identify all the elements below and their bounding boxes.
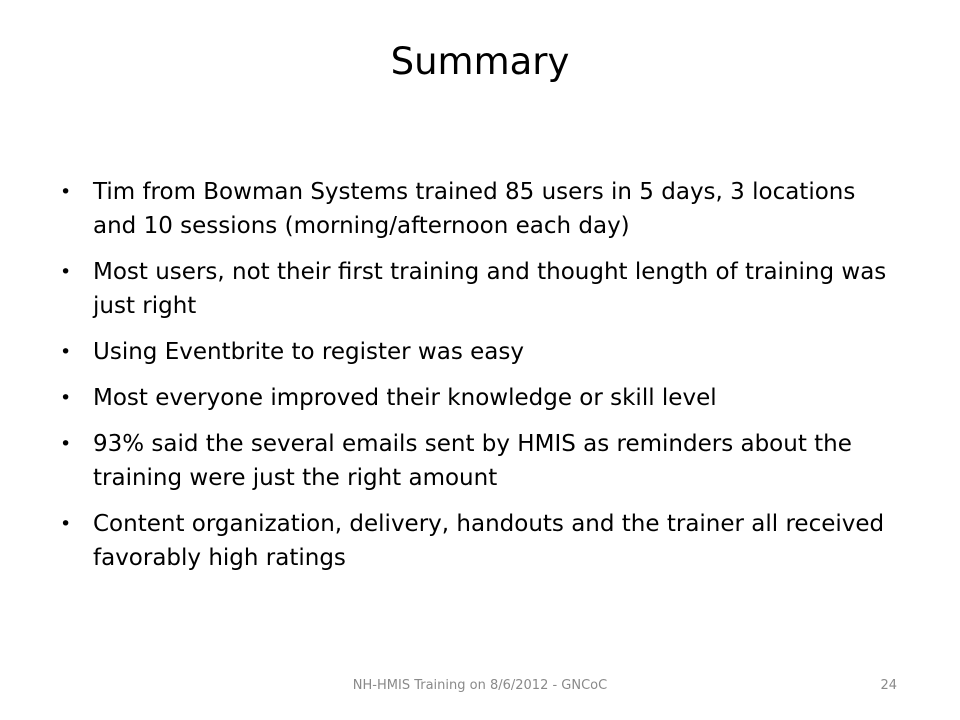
bullet-icon: • — [60, 181, 72, 203]
bullet-icon: • — [60, 433, 72, 455]
bullet-item — [60, 255, 900, 323]
bullet-item — [60, 427, 900, 495]
bullet-text: Tim from Bowman Systems trained 85 users in 5 days, 3 locations and 10 sessions (morning/afternoon each day) — [93, 179, 856, 239]
bullet-item — [60, 175, 900, 243]
bullet-icon: • — [60, 341, 72, 363]
slide-title: Summary — [390, 40, 570, 83]
bullet-icon: • — [60, 513, 72, 535]
bullet-item — [60, 381, 900, 415]
footer-text: NH-HMIS Training on 8/6/2012 - GNCoC — [352, 678, 608, 693]
bullet-text: Most users, not their first training and thought length of training was just right — [93, 259, 887, 319]
bullet-list — [60, 175, 900, 587]
bullet-text: Content organization, delivery, handouts and the trainer all received favorably high ratings — [93, 511, 885, 571]
bullet-text: 93% said the several emails sent by HMIS as reminders about the training were just the right amount — [93, 431, 852, 491]
page-number: 24 — [880, 678, 897, 693]
bullet-icon: • — [60, 387, 72, 409]
bullet-icon: • — [60, 261, 72, 283]
bullet-item — [60, 507, 900, 575]
bullet-item — [60, 335, 900, 369]
bullet-text: Most everyone improved their knowledge or skill level — [93, 385, 717, 411]
bullet-text: Using Eventbrite to register was easy — [93, 339, 524, 365]
